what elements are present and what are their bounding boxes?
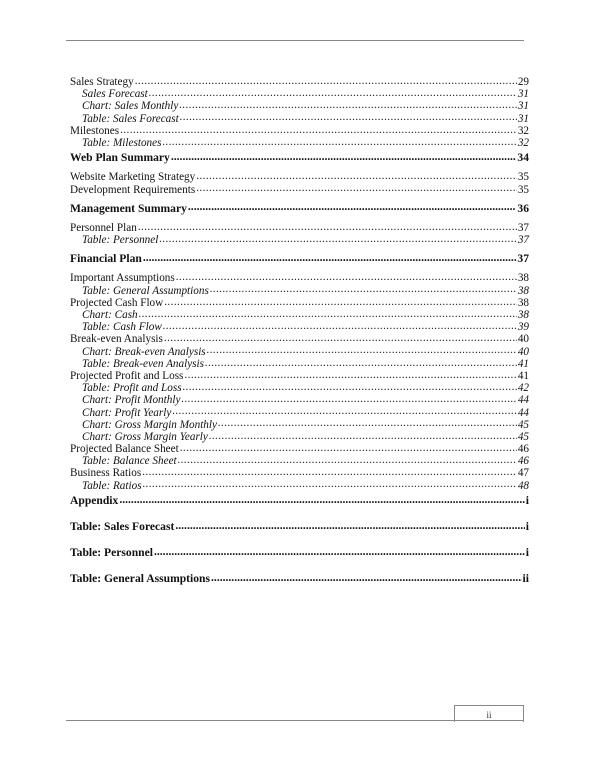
toc-entry-page: 36 bbox=[517, 201, 529, 215]
dot-leader bbox=[164, 333, 517, 342]
toc-entry-page: 38 bbox=[517, 309, 529, 321]
dot-leader bbox=[180, 443, 517, 452]
toc-entry-page: i bbox=[525, 493, 529, 507]
dot-leader bbox=[179, 100, 516, 109]
toc-entry-page: 47 bbox=[517, 467, 529, 480]
dot-leader bbox=[205, 358, 517, 367]
toc-entry[interactable] bbox=[70, 88, 529, 100]
dot-leader bbox=[171, 152, 517, 161]
dot-leader bbox=[196, 184, 517, 193]
toc-entry-page: 32 bbox=[517, 124, 529, 137]
toc-entry-page: 34 bbox=[517, 151, 529, 165]
dot-leader bbox=[163, 321, 517, 330]
toc-entry-page: 38 bbox=[517, 284, 529, 297]
dot-leader bbox=[162, 137, 516, 146]
toc-entry[interactable] bbox=[70, 321, 529, 333]
toc-entry-page: i bbox=[525, 520, 529, 533]
toc-entry-title: Table: Profit and Loss bbox=[82, 382, 182, 395]
toc-entry-title: Appendix bbox=[70, 493, 119, 507]
toc-entry-page: 31 bbox=[517, 100, 529, 113]
toc-entry-title: Chart: Profit Yearly bbox=[82, 406, 172, 419]
toc-entry-page: 45 bbox=[517, 418, 529, 431]
toc-entry[interactable] bbox=[70, 407, 529, 419]
toc-entry[interactable] bbox=[70, 76, 529, 88]
toc-entry-page: 46 bbox=[517, 455, 529, 468]
toc-entry-page: 40 bbox=[517, 345, 529, 358]
table-of-contents bbox=[70, 76, 529, 586]
toc-entry-title: Personnel Plan bbox=[70, 221, 137, 234]
toc-entry-title: Table: Ratios bbox=[82, 479, 142, 492]
toc-entry[interactable] bbox=[70, 309, 529, 321]
toc-entry-title: Business Ratios bbox=[70, 467, 142, 480]
toc-entry-title: Table: Personnel bbox=[82, 234, 159, 247]
toc-entry-page: 41 bbox=[517, 357, 529, 370]
dot-leader bbox=[175, 521, 524, 530]
toc-entry[interactable] bbox=[70, 394, 529, 406]
dot-leader bbox=[119, 495, 524, 504]
toc-entry[interactable] bbox=[70, 370, 529, 382]
toc-entry-page: 41 bbox=[517, 369, 529, 382]
toc-entry-title: Table: General Assumptions bbox=[70, 572, 211, 586]
toc-entry[interactable] bbox=[70, 234, 529, 246]
toc-entry[interactable] bbox=[70, 382, 529, 394]
toc-entry-title: Table: Balance Sheet bbox=[82, 455, 177, 468]
dot-leader bbox=[120, 125, 517, 134]
toc-entry-title: Chart: Sales Monthly bbox=[82, 100, 179, 113]
toc-entry[interactable] bbox=[70, 480, 529, 492]
toc-entry-title: Table: Personnel bbox=[70, 546, 153, 560]
toc-entry-title: Web Plan Summary bbox=[70, 151, 170, 165]
dot-leader bbox=[180, 113, 517, 122]
toc-entry-title: Chart: Gross Margin Yearly bbox=[82, 430, 208, 443]
toc-heading[interactable] bbox=[70, 253, 529, 265]
toc-entry-page: 37 bbox=[517, 234, 529, 247]
toc-entry-title: Table: Sales Forecast bbox=[82, 112, 179, 125]
toc-entry[interactable] bbox=[70, 467, 529, 479]
toc-entry[interactable] bbox=[70, 125, 529, 137]
toc-entry-title: Table: Milestones bbox=[82, 136, 162, 149]
dot-leader bbox=[207, 346, 517, 355]
toc-heading[interactable] bbox=[70, 203, 529, 215]
toc-heading[interactable] bbox=[70, 547, 529, 559]
toc-entry[interactable] bbox=[70, 455, 529, 467]
dot-leader bbox=[218, 419, 517, 428]
toc-entry-page: 38 bbox=[517, 296, 529, 309]
toc-entry-page: 45 bbox=[517, 430, 529, 443]
toc-entry-page: i bbox=[525, 546, 529, 560]
dot-leader bbox=[184, 370, 516, 379]
toc-entry-title: Projected Balance Sheet bbox=[70, 443, 179, 456]
toc-entry-title: Sales Strategy bbox=[70, 76, 134, 88]
toc-entry[interactable] bbox=[70, 272, 529, 284]
dot-leader bbox=[188, 203, 517, 212]
toc-entry-title: Important Assumptions bbox=[70, 272, 175, 285]
toc-entry-page: 39 bbox=[517, 321, 529, 334]
toc-heading[interactable] bbox=[70, 521, 529, 533]
toc-entry[interactable] bbox=[70, 431, 529, 443]
dot-leader bbox=[183, 382, 517, 391]
toc-entry-page: 48 bbox=[517, 479, 529, 492]
toc-entry[interactable] bbox=[70, 443, 529, 455]
toc-heading[interactable] bbox=[70, 495, 529, 507]
toc-entry-page: 35 bbox=[517, 183, 529, 196]
toc-entry-title: Break-even Analysis bbox=[70, 333, 163, 346]
toc-heading[interactable] bbox=[70, 152, 529, 164]
toc-entry-title: Table: Sales Forecast bbox=[70, 520, 175, 533]
toc-entry[interactable] bbox=[70, 222, 529, 234]
toc-entry-page: 32 bbox=[517, 136, 529, 149]
toc-entry-title: Chart: Cash bbox=[82, 309, 138, 321]
dot-leader bbox=[139, 309, 517, 318]
dot-leader bbox=[176, 272, 517, 281]
dot-leader bbox=[178, 455, 517, 464]
toc-entry-page: 38 bbox=[517, 272, 529, 285]
toc-entry-title: Milestones bbox=[70, 124, 120, 137]
dot-leader bbox=[149, 88, 517, 97]
dot-leader bbox=[164, 297, 517, 306]
toc-entry-page: 40 bbox=[517, 333, 529, 346]
dot-leader bbox=[154, 547, 525, 556]
toc-entry[interactable] bbox=[70, 285, 529, 297]
dot-leader bbox=[210, 285, 517, 294]
toc-entry[interactable] bbox=[70, 419, 529, 431]
toc-entry-page: 31 bbox=[517, 88, 529, 101]
dot-leader bbox=[211, 573, 522, 582]
toc-entry-page: 29 bbox=[517, 76, 529, 88]
toc-entry-page: 35 bbox=[517, 171, 529, 184]
toc-entry-title: Projected Profit and Loss bbox=[70, 369, 184, 382]
dot-leader bbox=[143, 253, 517, 262]
toc-entry[interactable] bbox=[70, 346, 529, 358]
toc-entry-page: 37 bbox=[517, 221, 529, 234]
toc-entry[interactable] bbox=[70, 100, 529, 112]
dot-leader bbox=[159, 234, 516, 243]
dot-leader bbox=[143, 480, 517, 489]
toc-entry-title: Table: Break-even Analysis bbox=[82, 357, 204, 370]
toc-entry-title: Chart: Break-even Analysis bbox=[82, 345, 206, 358]
toc-entry-page: 46 bbox=[517, 443, 529, 456]
toc-entry[interactable] bbox=[70, 358, 529, 370]
toc-entry-title: Projected Cash Flow bbox=[70, 296, 164, 309]
toc-entry[interactable] bbox=[70, 171, 529, 183]
toc-entry-title: Chart: Profit Monthly bbox=[82, 394, 181, 407]
toc-entry-title: Development Requirements bbox=[70, 183, 196, 196]
toc-entry[interactable] bbox=[70, 137, 529, 149]
toc-entry-page: 42 bbox=[517, 382, 529, 395]
toc-entry-title: Financial Plan bbox=[70, 252, 142, 266]
dot-leader bbox=[138, 222, 517, 231]
toc-entry-page: ii bbox=[522, 572, 529, 586]
toc-entry[interactable] bbox=[70, 297, 529, 309]
toc-entry-page: 31 bbox=[517, 112, 529, 125]
toc-entry-title: Chart: Gross Margin Monthly bbox=[82, 418, 217, 431]
toc-heading[interactable] bbox=[70, 573, 529, 585]
toc-entry-title: Table: General Assumptions bbox=[82, 284, 209, 297]
toc-entry-page: 37 bbox=[517, 252, 529, 266]
dot-leader bbox=[209, 431, 517, 440]
dot-leader bbox=[135, 76, 517, 85]
toc-entry-title: Management Summary bbox=[70, 201, 187, 215]
toc-entry-title: Sales Forecast bbox=[82, 88, 148, 101]
dot-leader bbox=[196, 171, 517, 180]
dot-leader bbox=[142, 467, 517, 476]
toc-entry-title: Website Marketing Strategy bbox=[70, 171, 196, 184]
toc-entry-page: 44 bbox=[517, 394, 529, 407]
toc-entry[interactable] bbox=[70, 184, 529, 196]
dot-leader bbox=[172, 407, 517, 416]
toc-entry[interactable] bbox=[70, 113, 529, 125]
page-number: ii bbox=[454, 705, 524, 722]
toc-entry-page: 44 bbox=[517, 406, 529, 419]
toc-entry[interactable] bbox=[70, 333, 529, 345]
dot-leader bbox=[181, 394, 516, 403]
header-rule bbox=[66, 40, 524, 41]
toc-entry-title: Table: Cash Flow bbox=[82, 321, 162, 334]
